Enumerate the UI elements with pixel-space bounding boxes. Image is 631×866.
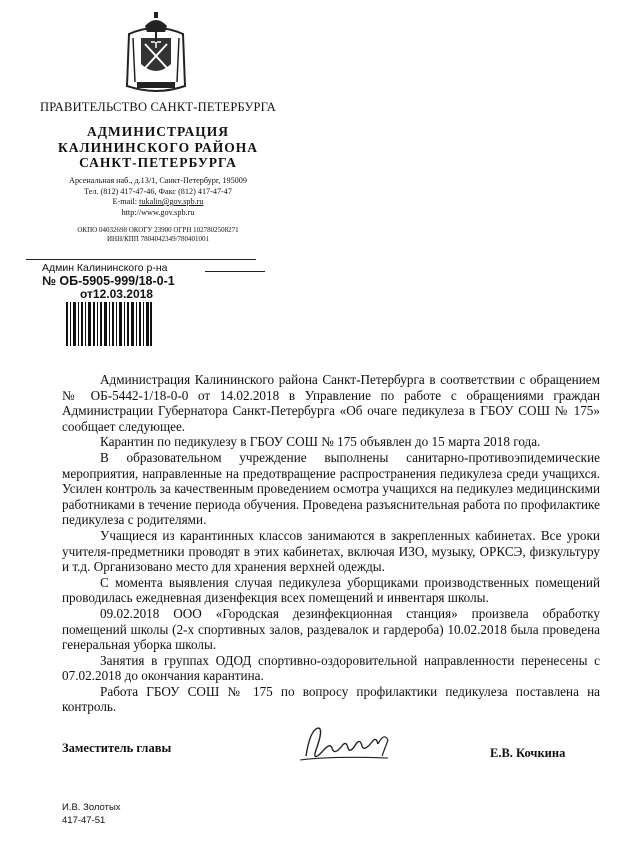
- email-link[interactable]: tukalin@gov.spb.ru: [139, 197, 204, 206]
- divider-line: [26, 259, 256, 260]
- paragraph-7: Занятия в группах ОДОД спортивно-оздоровительной направленности перенесены с 07.02.2018 до окончания карантина.: [62, 652, 600, 684]
- contact-block: [22, 176, 294, 218]
- paragraph-4: Учащиеся из карантинных классов занимаются в закрепленных кабинетах. Все уроки учителя-предметники проводят в этих кабинетах, включая ИЗО, музыку, ОРКСЭ, физкультуру и т.д. Организовано место для хранения верхней одежды.: [62, 527, 600, 575]
- registry-codes: [22, 226, 294, 244]
- administration-line-3: САНКТ-ПЕТЕРБУРГА: [79, 155, 237, 170]
- administration-line-2: КАЛИНИНСКОГО РАЙОНА: [58, 139, 258, 155]
- paragraph-1: Администрация Калининского района Санкт-Петербурга в соответствии с обращением № ОБ-5442-1/18-0-0 от 14.02.2018 в Управление по работе с обращениями граждан Администрации Губернатора Санкт-Петербурга «Об очаге педикулеза в ГБОУ СОШ № 175» сообщает следующее.: [62, 372, 600, 434]
- paragraph-5: С момента выявления случая педикулеза уборщиками производственных помещений проводилась ежедневная дизенфекция всех помещений и инвентаря школы.: [62, 574, 600, 606]
- signer-title: Заместитель главы: [62, 741, 172, 755]
- stamp-date: от12.03.2018: [80, 287, 153, 301]
- divider-line: [205, 271, 265, 272]
- government-name: ПРАВИТЕЛЬСТВО САНКТ-ПЕТЕРБУРГА: [40, 100, 276, 114]
- website-link[interactable]: http://www.gov.spb.ru: [121, 207, 195, 217]
- letter-body: [62, 372, 600, 715]
- executor-name: И.В. Золотых: [62, 802, 121, 813]
- email-line: [22, 197, 294, 208]
- paragraph-8: Работа ГБОУ СОШ № 175 по вопросу профилактики педикулеза поставлена на контроль.: [62, 683, 600, 715]
- stamp-number: № ОБ-5905-999/18-0-1: [42, 274, 175, 288]
- paragraph-3: В образовательном учреждение выполнены санитарно-противоэпидемические мероприятия, направленные на предотвращение распространения педикулеза среди учащихся. Усилен контроль за качественным проведением осмотра учащихся на педикулез медицинскими работниками в течение периода обучения. Проведена разъяснительная работа по профилактике педикулеза с родителями.: [62, 449, 600, 528]
- paragraph-6: 09.02.2018 ООО «Городская дезинфекционная станция» произвела обработку помещений школы (2-х спортивных залов, раздевалок и гардероба) 10.02.2018 была проведена генеральная уборка школы.: [62, 605, 600, 653]
- paragraph-2: Карантин по педикулезу в ГБОУ СОШ № 175 объявлен до 15 марта 2018 года.: [100, 434, 541, 450]
- phone-fax: Тел. (812) 417-47-46, Факс (812) 417-47-47: [84, 186, 232, 196]
- st-petersburg-coat-of-arms-icon: [123, 12, 189, 96]
- executor-phone: 417-47-51: [62, 815, 106, 826]
- administration-line-1: АДМИНИСТРАЦИЯ: [86, 124, 230, 139]
- administration-name: [22, 124, 294, 171]
- handwritten-signature-icon: [292, 722, 402, 768]
- email-prefix: E-mail:: [112, 197, 140, 206]
- barcode-icon: [66, 302, 152, 346]
- codes-line-1: ОКПО 04032698 ОКОГУ 23900 ОГРН 1027802508271: [77, 226, 239, 234]
- codes-line-2: ИНН/КПП 7804042349/780401001: [106, 235, 210, 243]
- signer-name: Е.В. Кочкина: [490, 746, 566, 760]
- address: Арсенальная наб., д.13/1, Санкт-Петербург, 195009: [69, 176, 247, 185]
- stamp-org: Админ Калининского р-на: [42, 262, 168, 274]
